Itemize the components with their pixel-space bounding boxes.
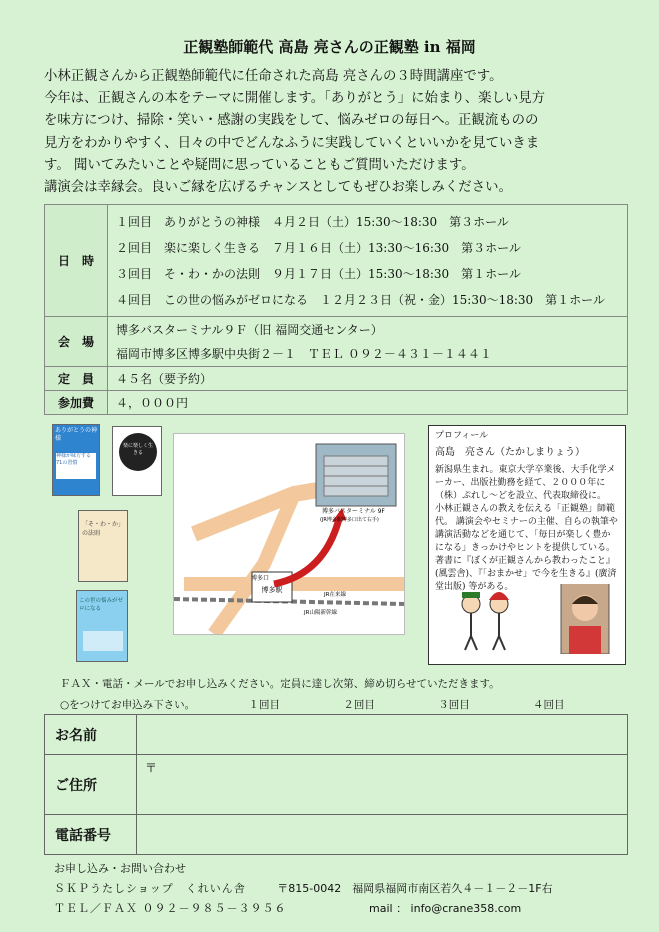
fee-value: ４，０００円 (108, 391, 628, 415)
cartoon-hat-icon (462, 592, 480, 598)
map-graphic (174, 434, 404, 634)
name-field[interactable] (137, 715, 628, 755)
schedule-item: １回目 ありがとうの神様 ４月２日（土）15:30～18:30 第３ホール (116, 214, 509, 229)
phone-field[interactable] (137, 815, 628, 855)
station-label: 博多駅 (261, 586, 283, 594)
intro-line: 講演会は幸縁会。良いご縁を広げるチャンスとしてもぜひお楽しみください。 (44, 180, 512, 196)
profile-bio: 新潟県生まれ。東京大学卒業後、大手化学メーカー、出版社勤務を経て、２０００年に（株）ぷれし～どを設立、代表取締役に。 小林正観さんの教えを伝える「正観塾」師範代。 講演会やセミナーの主催、自らの執筆や講演活動などを通じて、「毎日が楽しく豊かになる」きっかけやヒントを提供している。 著書に『ぼくが正観さんから教わったこと』(風雲舎)、『「おまかせ」で今を生きる』(廣済堂出版) 等がある。 (435, 465, 618, 592)
profile-illustrations (435, 584, 621, 654)
intro-line: す。 聞いてみたいことや疑問に思っていることもご質問いただけます。 (44, 157, 475, 173)
fee-label: 参加費 (45, 391, 108, 415)
book-subtitle: 神様が味方する71の習慣 (56, 453, 96, 479)
intro-line: 今年は、正観さんの本をテーマに開催します。「ありがとう」に始まり、楽しい見方 (44, 91, 546, 107)
round-option-2[interactable]: ２回目 (343, 699, 375, 711)
building-label: 博多バスターミナル 9F (322, 508, 385, 515)
address-field[interactable] (137, 755, 628, 815)
book-cover (78, 510, 128, 582)
contact-line-2 (54, 900, 521, 916)
cartoon-hair-icon (489, 592, 509, 600)
application-note: ＦＡＸ・電話・メールでお申し込みください。定員に達し次第、締め切らせていただきます。 (60, 678, 500, 690)
shop-address: 〒815-0042 福岡県福岡市南区若久４－１－２－1F右 (277, 882, 553, 895)
intro-text (44, 66, 634, 199)
profile-box (428, 425, 626, 665)
intro-line: 小林正観さんから正観塾師範代に任命された高島 亮さんの３時間講座です。 (44, 69, 503, 84)
building-sublabel: (JR博多駅博多口出て右手) (320, 517, 379, 523)
page-title: 正観塾師範代 高島 亮さんの正観塾 in 福岡 (183, 38, 476, 56)
round-instruction: ○をつけてお申込み下さい。 (60, 699, 196, 711)
book-title: 「そ・わ・か」の法則 (82, 521, 125, 537)
postal-mark: 〒 (145, 761, 158, 775)
venue-label: 会 場 (45, 317, 108, 367)
book-cover (76, 590, 128, 662)
profile-name: 高島 亮さん（たかしまりょう） (435, 447, 585, 458)
book-cover (52, 424, 100, 496)
application-form (44, 714, 628, 855)
capacity-label: 定 員 (45, 367, 108, 391)
venue-address: 福岡市博多区博多駅中央街２－１ ＴＥＬ ０９２－４３１－１４４１ (116, 346, 492, 361)
book-cover (112, 426, 162, 496)
access-map (173, 433, 405, 635)
name-label: お名前 (45, 715, 137, 755)
rail-label: JR在来線 (324, 592, 346, 598)
exit-label: 博多口 (250, 575, 270, 582)
round-option-4[interactable]: ４回目 (533, 699, 565, 711)
round-option-3[interactable]: ３回目 (438, 699, 470, 711)
email-address[interactable]: mail ： info@crane358.com (369, 902, 522, 915)
round-option-1[interactable]: １回目 (248, 699, 281, 711)
book-title: この世の悩みがゼロになる (79, 598, 124, 612)
schedule-label: 日 時 (45, 205, 108, 317)
round-selection (60, 697, 565, 712)
address-label: ご住所 (45, 755, 137, 815)
contact-line-1 (54, 880, 553, 896)
schedule-item: ２回目 楽に楽しく生きる ７月１６日（土）13:30～16:30 第３ホール (116, 240, 521, 255)
capacity-value: ４５名（要予約） (108, 367, 628, 391)
schedule-list (108, 205, 628, 317)
book-title: 楽に楽しく生きる (122, 443, 153, 456)
phone-label: 電話番号 (45, 815, 137, 855)
event-info-table (44, 204, 628, 415)
tel-fax: ＴＥＬ／ＦＡＸ ０９２－９８５－３９５６ (54, 902, 287, 915)
schedule-item: ３回目 そ・わ・かの法則 ９月１７日（土）15:30～18:30 第１ホール (116, 266, 521, 281)
venue-cell (108, 317, 628, 367)
shinkansen-label: JR山陽新幹線 (304, 610, 337, 616)
intro-line: を味方につけ、掃除・笑い・感謝の実践をして、悩みゼロの毎日へ。正観流ものの (44, 113, 539, 129)
book-covers (50, 422, 170, 672)
profile-heading: プロフィール (435, 431, 489, 441)
venue-name: 博多バスターミナル９Ｆ（旧 福岡交通センター） (116, 322, 383, 337)
intro-line: 見方をわかりやすく、日々の中でどんなふうに実践していくといいかを見ていきま (44, 135, 540, 151)
book-title: ありがとうの神様 (55, 427, 98, 442)
schedule-item: ４回目 この世の悩みがゼロになる １２月２３日（祝・金）15:30～18:30 第１ホール (116, 292, 605, 307)
contact-heading: お申し込み・お問い合わせ (54, 862, 186, 875)
shop-name: ＳＫＰうたしショップ くれいん舎 (54, 882, 246, 895)
